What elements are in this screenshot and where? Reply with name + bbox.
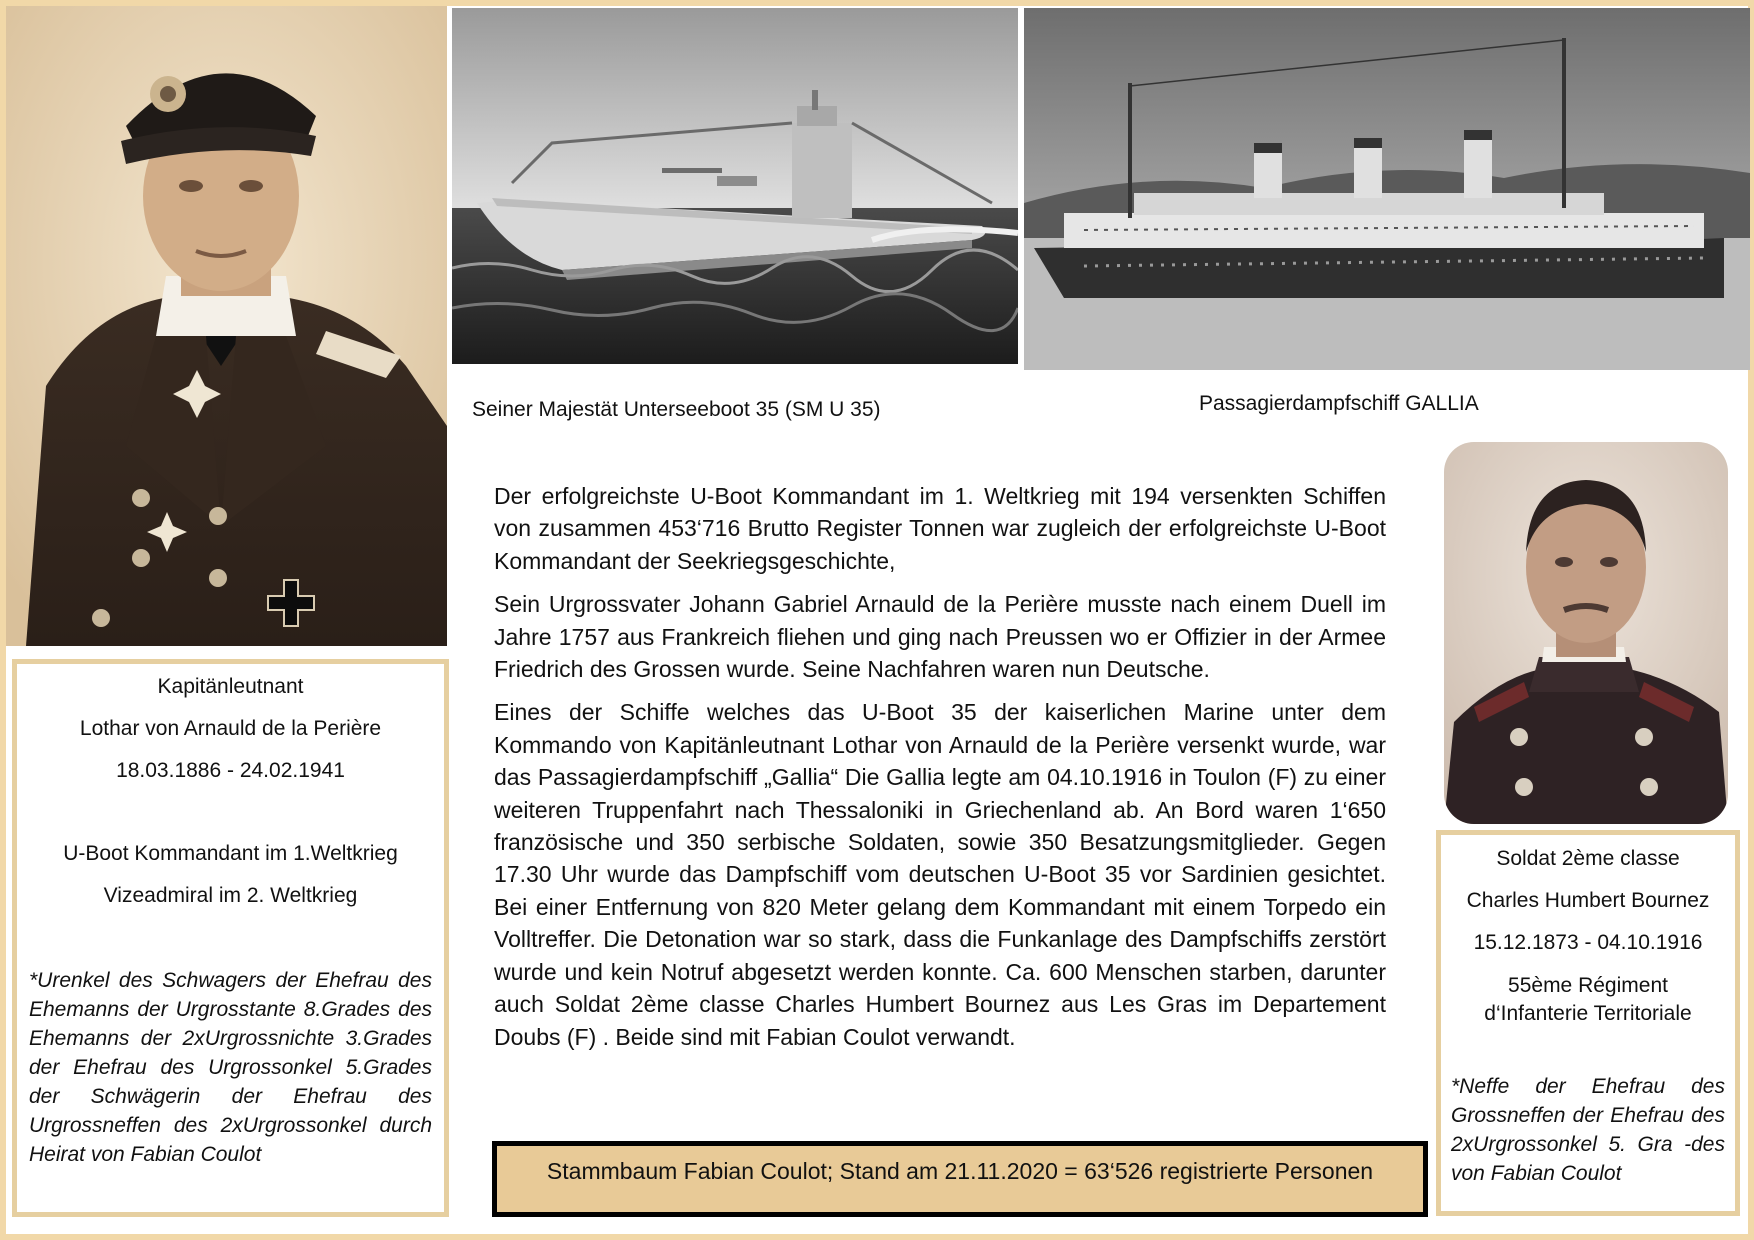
commander-relationship-note: *Urenkel des Schwagers der Ehefrau des Ehemanns der Urgrosstante 8.Grades des Ehemanns der 2xUrgrossnichte 3.Grades der Ehefrau des Urgrossonkel 5.Grades der Schwägerin der Ehefrau des Urgrossneffen des 2xUrgrossonkel durch Heirat von Fabian Coulot xyxy=(29,969,432,1166)
commander-name: Lothar von Arnauld de la Perière xyxy=(79,717,382,740)
soldier-info-box xyxy=(1436,830,1740,1216)
commander-rank: Kapitänleutnant xyxy=(157,675,304,698)
family-tree-banner-text: Stammbaum Fabian Coulot; Stand am 21.11.2020 = 63‘526 registrierte Personen xyxy=(546,1158,1374,1184)
uboat-photo xyxy=(452,8,1018,364)
soldier-name: Charles Humbert Bournez xyxy=(1466,889,1710,912)
uboat-caption: Seiner Majestät Unterseeboot 35 (SM U 35) xyxy=(472,398,881,421)
main-paragraph-2: Sein Urgrossvater Johann Gabriel Arnauld de la Perière musste nach einem Duell im Jahre 1757 aus Frankreich fliehen und ging nach Preussen wo er Offizier in der Armee Friedrich des Grossen wurde. Seine Nachfahren waren nun Deutsche. xyxy=(494,591,1386,683)
commander-role-ww1: U-Boot Kommandant im 1.Weltkrieg xyxy=(63,842,398,865)
family-tree-banner xyxy=(492,1141,1428,1217)
soldier-regiment-line1: 55ème Régiment xyxy=(1508,974,1668,997)
commander-role-ww2: Vizeadmiral im 2. Weltkrieg xyxy=(103,884,358,907)
soldier-regiment-line2: d‘Infanterie Territoriale xyxy=(1484,1002,1692,1025)
soldier-relationship-note: *Neffe der Ehefrau des Grossneffen der Ehefrau des 2xUrgrossonkel 5. Gra -des von Fabian Coulot xyxy=(1451,1075,1725,1185)
commander-info-box xyxy=(12,659,449,1217)
soldier-rank: Soldat 2ème classe xyxy=(1496,847,1680,870)
main-paragraph-3: Eines der Schiffe welches das U-Boot 35 der kaiserlichen Marine unter dem Kommando von Kapitänleutnant Lothar von Arnauld de la Perière versenkt wurde, war das Passagierdampfschiff „Gallia“ Die Gallia legte am 04.10.1916 in Toulon (F) zu einer weiteren Truppenfahrt nach Thessaloniki in Griechenland ab. An Bord waren 1‘650 französische und 350 serbische Soldaten, sowie 350 Besatzungsmitglieder. Gegen 17.30 Uhr wurde das Dampfschiff vom deutschen U-Boot 35 vor Sardinien gesichtet. Bei einer Entfernung von 820 Meter gelang dem Kommandant mit einem Torpedo ein Volltreffer. Die Detonation war so stark, dass die Funkanlage des Dampfschiffs zerstört wurde und kein Notruf abgesetzt werden konnte. Ca. 600 Menschen starben, darunter auch Soldat 2ème classe Charles Humbert Bournez aus Les Gras im Departement Doubs (F) . Beide sind mit Fabian Coulot verwandt. xyxy=(494,699,1386,1050)
main-paragraph-1: Der erfolgreichste U-Boot Kommandant im 1. Weltkrieg mit 194 versenkten Schiffen von zusammen 453‘716 Brutto Register Tonnen war zugleich der erfolgreichste U-Boot Kommandant der Seekriegsgeschichte, xyxy=(494,483,1386,574)
main-text xyxy=(494,480,1386,1064)
commander-portrait-photo xyxy=(6,6,447,646)
soldier-portrait-photo xyxy=(1444,442,1728,824)
soldier-dates: 15.12.1873 - 04.10.1916 xyxy=(1473,931,1703,954)
ship-caption: Passagierdampfschiff GALLIA xyxy=(1199,392,1479,415)
commander-dates: 18.03.1886 - 24.02.1941 xyxy=(116,759,345,782)
gallia-ship-photo xyxy=(1024,8,1750,370)
